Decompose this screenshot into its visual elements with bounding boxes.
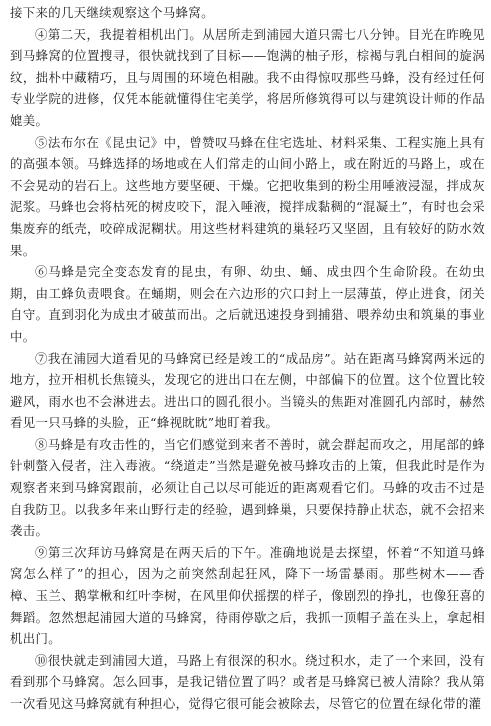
paragraph-continuation: 接下来的几天继续观察这个马蜂窝。 xyxy=(10,5,214,20)
paragraph-5: ⑤法布尔在《昆虫记》中，曾赞叹马蜂在住宅选址、材料采集、工程实施上具有的高强本领。马蜂选择的场地或在人们常走的山间小路上，或在附近的马路上，或在不会晃动的岩石上。这些地方要坚硬、干燥。它把收集到的粉尘用唾液浸湿，拌成灰泥浆。马蜂也会将枯死的树皮咬下，混入唾液，搅拌成黏稠的“混凝土”，有时也会采集废弃的纸壳，咬碎成泥糊状。用这些材料建筑的巢轻巧又坚固，且有较好的防水效果。 xyxy=(10,134,485,258)
paragraph-6: ⑥马蜂是完全变态发育的昆虫，有卵、幼虫、蛹、成虫四个生命阶段。在幼虫期，由工蜂负责喂食。在蛹期，则会在六边形的穴口封上一层薄茧，停止进食，闭关自守。直到羽化为成虫才破茧而出。之后就迅速投身到捕猎、喂养幼虫和筑巢的事业中。 xyxy=(10,264,485,344)
paragraph-4: ④第二天，我提着相机出门。从居所走到浦园大道只需七八分钟。目光在昨晚见到马蜂窝的位置搜寻，很快就找到了目标——饱满的柚子形，棕褐与乳白相间的旋涡纹，拙朴中藏精巧，且与周围的环境色相融。我不由得惊叹那些马蜂，没有经过任何专业学院的进修，仅凭本能就懂得住宅美学，将居所修筑得可以与建筑设计师的作品媲美。 xyxy=(10,26,485,128)
paragraph-7: ⑦我在浦园大道看见的马蜂窝已经是竣工的“成品房”。站在距离马蜂窝两米远的地方，拉开相机长焦镜头，发现它的进出口在左侧，中部偏下的位置。这个位置比较避风，雨水也不会淋进去。进出口的圆孔很小。当镜头的焦距对准圆孔内部时，赫然看见一只马蜂的头脸，正“蜂视眈眈”地盯着我。 xyxy=(10,350,485,431)
paragraph-8: ⑧马蜂是有攻击性的，当它们感觉到来者不善时，就会群起而攻之，用尾部的蜂针刺螫入侵者，注入毒液。“绕道走”当然是避免被马蜂攻击的上策，但我此时是作为观察者来到马蜂窝跟前，必须让自己以尽可能近的距离观看它们。马蜂的攻击不过是自我防卫。以我多年来山野行走的经验，遇到蜂巢，只要保持静止状态，就不会招来袭击。 xyxy=(10,436,485,539)
document-page xyxy=(10,0,485,726)
paragraph-10: ⑩很快就走到浦园大道，马路上有很深的积水。绕过积水，走了一个来回，没有看到那个马蜂窝。怎么回事，是我记错位置了吗？或者是马蜂窝已被人清除？我从第一次看见这马蜂窝就有种担心，觉得它很可能会被除去，尽管它的位置在绿化带的灌 xyxy=(10,652,485,711)
paragraph-9: ⑨第三次拜访马蜂窝是在两天后的下午。准确地说是去探望，怀着“不知道马蜂窝怎么样了”的担心，因为之前突然刮起狂风，降下一场雷暴雨。那些树木——香樟、玉兰、鹅掌楸和红叶李树，在风里仰伏摇摆的样子，像剧烈的挣扎，也像狂喜的舞蹈。忽然想起浦园大道的马蜂窝，待雨停歇之后，我抓一顶帽子盖在头上，拿起相机出门。 xyxy=(10,544,485,647)
